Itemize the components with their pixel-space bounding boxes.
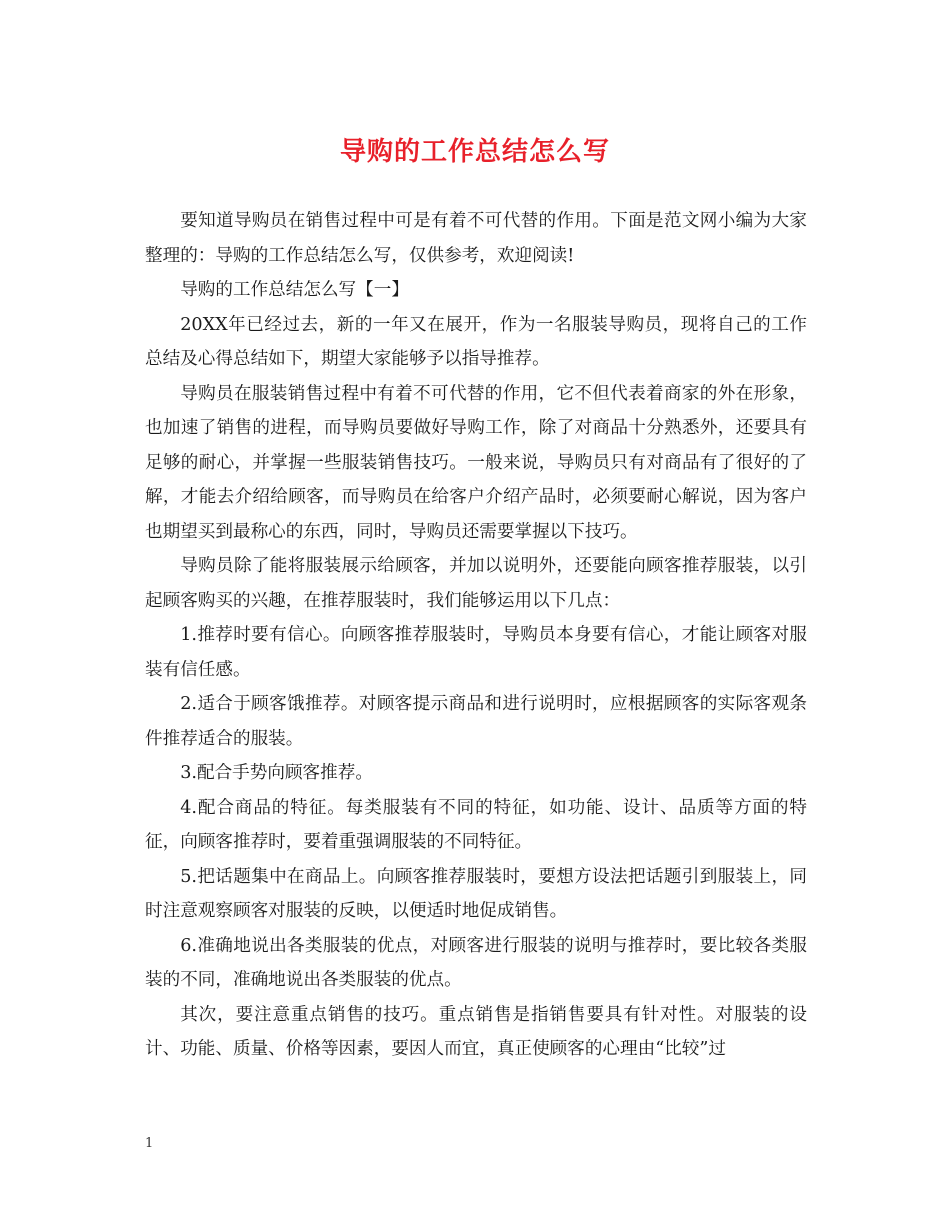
paragraph: 导购员在服装销售过程中有着不可代替的作用，它不但代表着商家的外在形象，也加速了销售的进程，而导购员要做好导购工作，除了对商品十分熟悉外，还要具有足够的耐心，并掌握一些服装销售技巧。一般来说，导购员只有对商品有了很好的了解，才能去介绍给顾客，而导购员在给客户介绍产品时，必须要耐心解说，因为客户也期望买到最称心的东西，同时，导购员还需要掌握以下技巧。 bbox=[145, 383, 807, 542]
document-title: 导购的工作总结怎么写 bbox=[339, 137, 610, 167]
list-item: 5.把话题集中在商品上。向顾客推荐服装时，要想方设法把话题引到服装上，同时注意观察顾客对服装的反映，以便适时地促成销售。 bbox=[145, 866, 807, 921]
list-item: 1.推荐时要有信心。向顾客推荐服装时，导购员本身要有信心，才能让顾客对服装有信任感。 bbox=[145, 625, 807, 680]
paragraph-intro: 要知道导购员在销售过程中可是有着不可代替的作用。下面是范文网小编为大家整理的：导购的工作总结怎么写，仅供参考，欢迎阅读! bbox=[145, 211, 807, 266]
paragraph: 20XX年已经过去，新的一年又在展开，作为一名服装导购员，现将自己的工作总结及心得总结如下，期望大家能够予以指导推荐。 bbox=[145, 314, 807, 369]
section-heading: 导购的工作总结怎么写【一】 bbox=[180, 280, 409, 300]
paragraph: 导购员除了能将服装展示给顾客，并加以说明外，还要能向顾客推荐服装，以引起顾客购买的兴趣，在推荐服装时，我们能够运用以下几点： bbox=[145, 556, 807, 611]
paragraph: 其次，要注意重点销售的技巧。重点销售是指销售要具有针对性。对服装的设计、功能、质量、价格等因素，要因人而宜，真正使顾客的心理由“比较”过 bbox=[145, 1004, 807, 1059]
list-item: 6.准确地说出各类服装的优点，对顾客进行服装的说明与推荐时，要比较各类服装的不同，准确地说出各类服装的优点。 bbox=[145, 935, 807, 990]
document-body bbox=[145, 204, 807, 1067]
list-item: 4.配合商品的特征。每类服装有不同的特征，如功能、设计、品质等方面的特征，向顾客推荐时，要着重强调服装的不同特征。 bbox=[145, 797, 807, 852]
page-number: 1 bbox=[145, 1136, 154, 1151]
list-item: 3.配合手势向顾客推荐。 bbox=[180, 763, 373, 783]
list-item: 2.适合于顾客饿推荐。对顾客提示商品和进行说明时，应根据顾客的实际客观条件推荐适合的服装。 bbox=[145, 694, 807, 749]
